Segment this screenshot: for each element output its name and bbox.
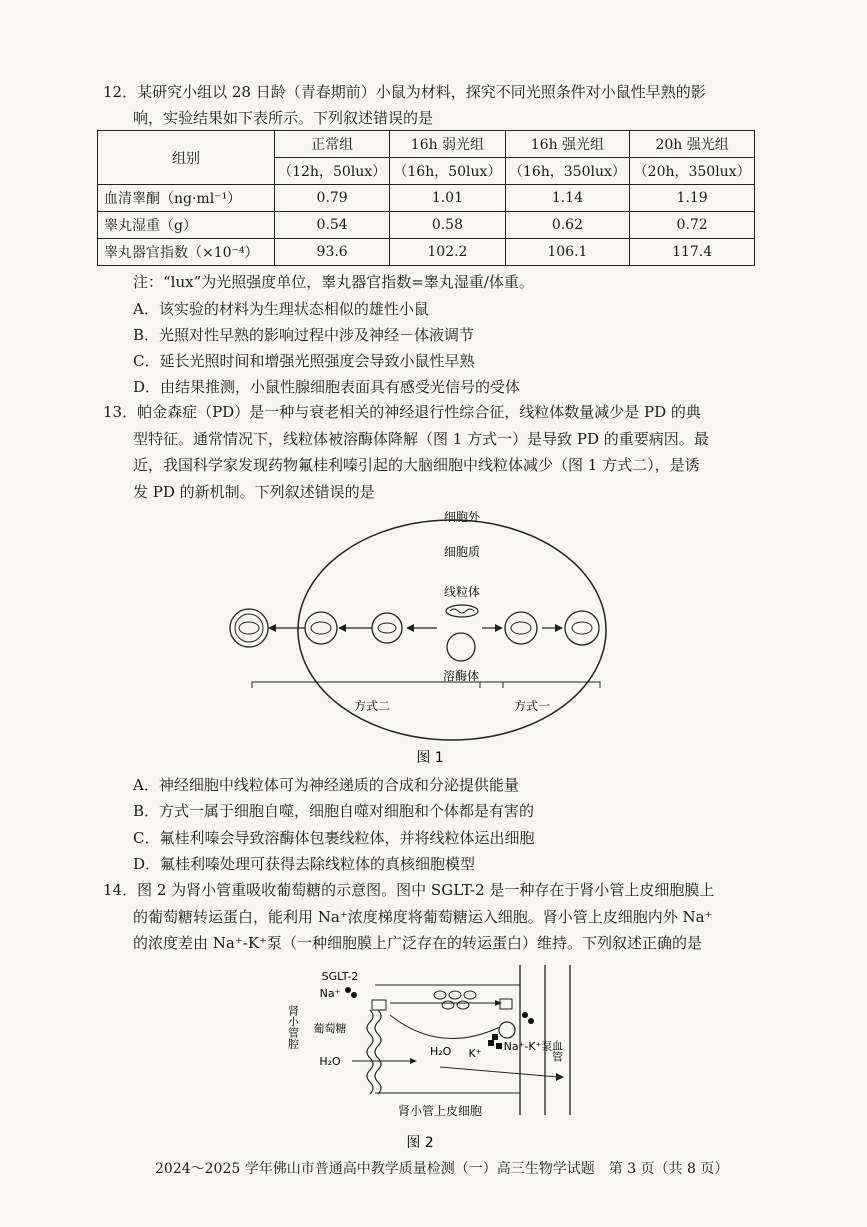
label-k: K⁺ [468,1047,482,1060]
autolysosome-icon [565,611,599,645]
label-mode1: 方式一 [513,699,551,713]
label-water-cell: H₂O [430,1045,452,1058]
figure-1-caption: 图 1 [416,750,444,766]
label-vessel: 血管 [550,1040,564,1062]
table-subheader-20h-strong: （20h，350lux） [630,158,755,185]
apical-membrane [367,1010,373,1094]
label-na-k-pump: Na⁺-K⁺泵 [503,1040,553,1053]
q14-stem-line2: 的葡萄糖转运蛋白，能利用 Na⁺浓度梯度将葡萄糖运入细胞。肾小管上皮细胞内外 Na⁺ [133,908,713,926]
row-label-testis-weight: 睾丸湿重（g） [98,212,275,239]
autophagosome-icon [305,612,337,644]
sglt2-transporter-icon [372,1000,386,1010]
label-mode2: 方式二 [353,699,391,713]
table-cell: 0.54 [275,212,390,239]
table-cell: 0.62 [505,212,630,239]
q12-stem-line2: 响，实验结果如下表所示。下列叙述错误的是 [133,109,434,127]
label-na-lumen: Na⁺ [319,987,341,1000]
table-subheader-normal: （12h，50lux） [275,158,390,185]
label-sglt2: SGLT-2 [321,970,359,983]
table-cell: 0.58 [390,212,505,239]
q12-option-c: C．延长光照时间和增强光照强度会导致小鼠性早熟 [133,352,475,370]
table-cell: 93.6 [275,239,390,266]
row-label-testosterone: 血清睾酮（ng·ml⁻¹） [98,185,275,212]
table-row [98,239,755,266]
bracket-mode1 [480,682,600,688]
glut-transporter-icon [500,999,512,1009]
label-tubule-lumen: 肾小管腔 [286,1005,300,1049]
figure-2-caption: 图 2 [406,1135,434,1151]
table-cell: 117.4 [630,239,755,266]
q12-option-d: D．由结果推测，小鼠性腺细胞表面具有感受光信号的受体 [133,378,521,396]
table-cell: 1.19 [630,185,755,212]
label-water-lumen: H₂O [319,1055,341,1068]
table-header-16h-strong: 16h 强光组 [505,131,630,158]
table-cell: 1.14 [505,185,630,212]
arrow-icon [495,624,503,632]
arrow-icon [555,624,563,632]
arrow-icon [338,624,346,632]
page-footer: 2024～2025 学年佛山市普通高中教学质量检测（一）高三生物学试题 第 3 页（共 8 页） [155,1161,729,1177]
label-mitochondria: 线粒体 [443,585,481,599]
q13-stem-line1: 13．帕金森症（PD）是一种与衰老相关的神经退行性综合征，线粒体数量减少是 PD 的典 [103,403,701,421]
q13-stem-line4: 发 PD 的新机制。下列叙述错误的是 [133,483,375,501]
q13-option-b: B．方式一属于细胞自噬，细胞自噬对细胞和个体都是有害的 [133,802,535,820]
arrow-icon [556,1073,564,1081]
q14-stem-line1: 14．图 2 为肾小管重吸收葡萄糖的示意图。图中 SGLT-2 是一种存在于肾小管上皮细胞膜上 [103,881,715,899]
figure-1 [0,500,867,770]
table-header-normal: 正常组 [275,131,390,158]
vesicle-outside-icon [230,609,268,647]
arrow-icon [495,1000,502,1006]
mitochondrion-icon [446,605,478,617]
label-cytoplasm: 细胞质 [443,545,481,559]
table-header-group: 组别 [98,131,275,185]
table-cell: 0.79 [275,185,390,212]
na-k-pump-icon [499,1022,515,1038]
q13-stem-line2: 型特征。通常情况下，线粒体被溶酶体降解（图 1 方式一）是导致 PD 的重要病因。最 [133,430,709,448]
q14-stem-line3: 的浓度差由 Na⁺-K⁺泵（一种细胞膜上广泛存在的转运蛋白）维持。下列叙述正确的是 [133,934,702,952]
q13-option-c: C．氟桂利嗪会导致溶酶体包裹线粒体，并将线粒体运出细胞 [133,829,535,847]
table-subheader-16h-weak: （16h，50lux） [390,158,505,185]
table-subheader-16h-strong: （16h，350lux） [505,158,630,185]
autophagosome-icon [372,613,402,643]
table-header-20h-strong: 20h 强光组 [630,131,755,158]
table-row [98,212,755,239]
table-cell: 106.1 [505,239,630,266]
table-row [98,185,755,212]
table-header-16h-weak: 16h 弱光组 [390,131,505,158]
q12-option-a: A．该实验的材料为生理状态相似的雄性小鼠 [133,300,429,318]
label-epithelial-cell: 肾小管上皮细胞 [397,1104,483,1118]
table-cell: 0.72 [630,212,755,239]
label-outside: 细胞外 [443,510,481,524]
autophagosome-icon [505,612,537,644]
q12-option-b: B．光照对性早熟的影响过程中涉及神经－体液调节 [133,326,475,344]
experiment-table [97,130,755,266]
q13-option-d: D．氟桂利嗪处理可获得去除线粒体的真核细胞模型 [133,855,476,873]
arrow-icon [406,624,414,632]
row-label-organ-index: 睾丸器官指数（×10⁻⁴） [98,239,275,266]
table-cell: 1.01 [390,185,505,212]
label-glucose: 葡萄糖 [313,1022,347,1035]
label-lysosome: 溶酶体 [442,669,480,683]
figure-2 [0,955,867,1160]
table-cell: 102.2 [390,239,505,266]
q13-option-a: A．神经细胞中线粒体可为神经递质的合成和分泌提供能量 [133,776,519,794]
q13-stem-line3: 近，我国科学家发现药物氟桂利嗪引起的大脑细胞中线粒体减少（图 1 方式二），是诱 [133,456,700,474]
arrow-icon [410,1058,417,1064]
q12-stem-line1: 12．某研究小组以 28 日龄（青春期前）小鼠为材料，探究不同光照条件对小鼠性早熟的影 [103,83,706,101]
arrow-icon [268,624,276,632]
q12-note: 注：“lux”为光照强度单位，睾丸器官指数=睾丸湿重/体重。 [133,273,534,291]
lysosome-icon [447,633,475,661]
